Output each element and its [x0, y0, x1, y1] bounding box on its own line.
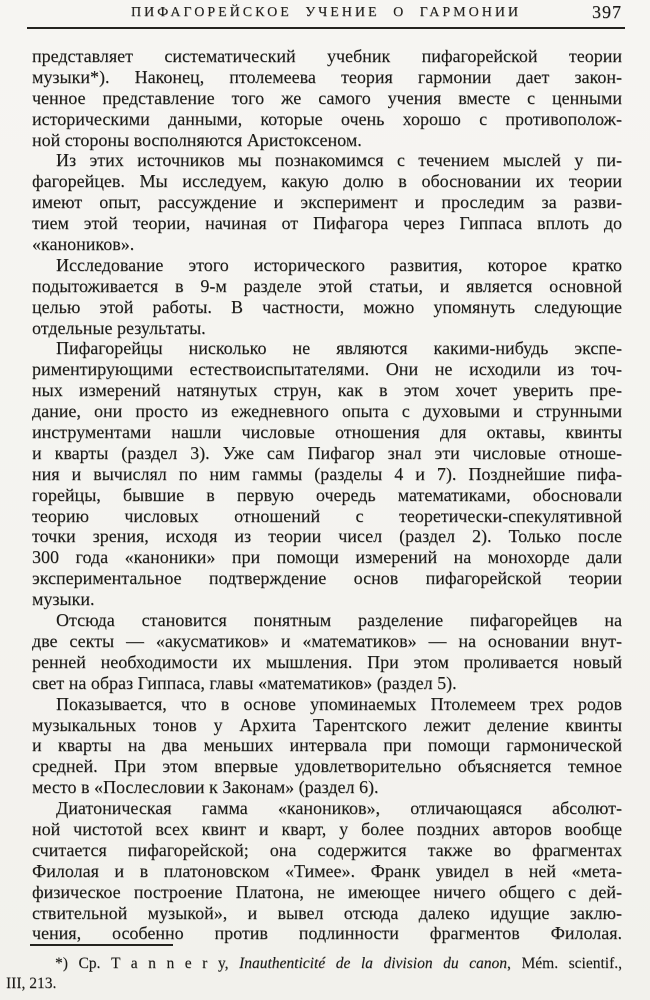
paragraph [32, 338, 622, 610]
footnote-line [32, 954, 622, 974]
text-line: Диатоническая гамма «каноников», отличающаяся абсолют- [56, 798, 622, 819]
text-line: подытоживается в 9-м разделе этой статьи, и является основной [32, 275, 622, 296]
footnote-rule [30, 944, 173, 946]
text-line: 300 года «каноники» при помощи измерений на монохорде дали [32, 547, 622, 568]
page-body [32, 46, 622, 944]
text-line: ченное представление того же самого учения вместе с ценными [32, 87, 622, 108]
text-line: экспериментальное подтверждение основ пифагорейской теории [32, 568, 622, 589]
footnote-text: , Mém. scientif., [507, 955, 622, 972]
text-line: ной чистотой всех квинт и кварт, у более поздних авторов вообще [32, 818, 622, 839]
text-line: чения, особенно против подлинности фрагментов Филолая. [32, 923, 622, 944]
text-line: представляет систематический учебник пифагорейской теории [32, 46, 622, 66]
text-line: историческими данными, которые очень хорошо с противополож- [32, 108, 622, 129]
text-line: горейцы, бывшие в первую очередь математиками, обосновали [32, 484, 622, 505]
text-line: ствительной музыкой», и вывел отсюда далеко идущие заклю- [32, 902, 622, 923]
text-line: ренней необходимости их мышления. При этом проливается новый [32, 651, 622, 672]
paragraph [32, 150, 622, 254]
text-line: музыкальных тонов у Архита Тарентского лежит деление квинты [32, 714, 622, 735]
text-line: Из этих источников мы познакомимся с течением мыслей у пи- [56, 150, 622, 171]
footnote-line [6, 974, 622, 994]
text-line: ния и вычислял по ним гаммы (разделы 4 и 7). Позднейшие пифа- [32, 463, 622, 484]
text-line: ной стороны восполняются Аристоксеном. [32, 129, 362, 150]
text-line: Пифагорейцы нисколько не являются какими-нибудь экспе- [56, 338, 622, 359]
text-line: средней. При этом впервые удовлетворительно объясняется темное [32, 756, 622, 777]
text-line: две секты — «акусматиков» и «математиков» — на основании внут- [32, 630, 622, 651]
paragraph [32, 610, 622, 694]
paragraph [32, 255, 622, 339]
text-line: музыки. [32, 589, 95, 610]
page-number: 397 [592, 2, 622, 22]
text-line: инструментами нашли числовые отношения для октавы, квинты [32, 422, 622, 443]
text-line: Отсюда становится понятным разделение пифагорейцев на [56, 610, 622, 631]
text-line: целью этой работы. В частности, можно упомянуть следующие [32, 296, 622, 317]
text-line: Филолая и в платоновском «Тимее». Франк увидел в ней «мета- [32, 860, 622, 881]
text-line: музыки*). Наконец, птолемеева теория гармонии дает закон- [32, 66, 622, 87]
running-head [30, 2, 622, 27]
paragraph [32, 46, 622, 150]
text-line: считается пифагорейской; она содержится также во фрагментах [32, 839, 622, 860]
paragraph [32, 694, 622, 798]
text-line: тием этой теории, начиная от Пифагора через Гиппаса вплоть до [32, 213, 622, 234]
text-line: Исследование этого исторического развития, которое кратко [56, 254, 622, 275]
text-line: физическое построение Платона, не имеющее ничего общего с дей- [32, 881, 622, 902]
footnote [6, 954, 622, 994]
text-line: отдельные результаты. [32, 317, 206, 338]
text-line: фагорейцев. Мы исследуем, какую долю в обосновании их теории [32, 171, 622, 192]
text-line: место в «Послесловии к Законам» (раздел 6). [32, 777, 379, 798]
text-line: и кварты (раздел 3). Уже сам Пифагор знал эти числовые отноше- [32, 442, 622, 463]
text-line: точки зрения, исходя из теории чисел (раздел 2). Только после [32, 526, 622, 547]
text-line: имеют опыт, рассуждение и эксперимент и проследим за разви- [32, 192, 622, 213]
text-line: Показывается, что в основе упоминаемых Птолемеем трех родов [56, 693, 622, 714]
header-rule [27, 27, 625, 29]
text-line: ных измерений натянутых струн, как в этом хочет уверить пре- [32, 380, 622, 401]
text-line: «каноников». [32, 234, 135, 255]
text-line: свет на образ Гиппаса, главы «математиков» (раздел 5). [32, 672, 457, 693]
text-line: и кварты на два меньших интервала при помощи гармонической [32, 735, 622, 756]
text-line: риментирующими естествоиспытателями. Они не исходили из точ- [32, 359, 622, 380]
page-title: ПИФАГОРЕЙСКОЕ УЧЕНИЕ О ГАРМОНИИ [130, 5, 522, 20]
text-line: теорию числовых отношений с теоретически-спекулятивной [32, 505, 622, 526]
footnote-text: III, 213. [6, 975, 57, 992]
footnote-work-title: Inauthenticité de la division du canon [239, 955, 508, 972]
text-line: дание, они просто из ежедневного опыта с духовыми и струнными [32, 401, 622, 422]
paragraph [32, 798, 622, 944]
footnote-text: *) Ср. T a n n e r y, [55, 955, 240, 972]
